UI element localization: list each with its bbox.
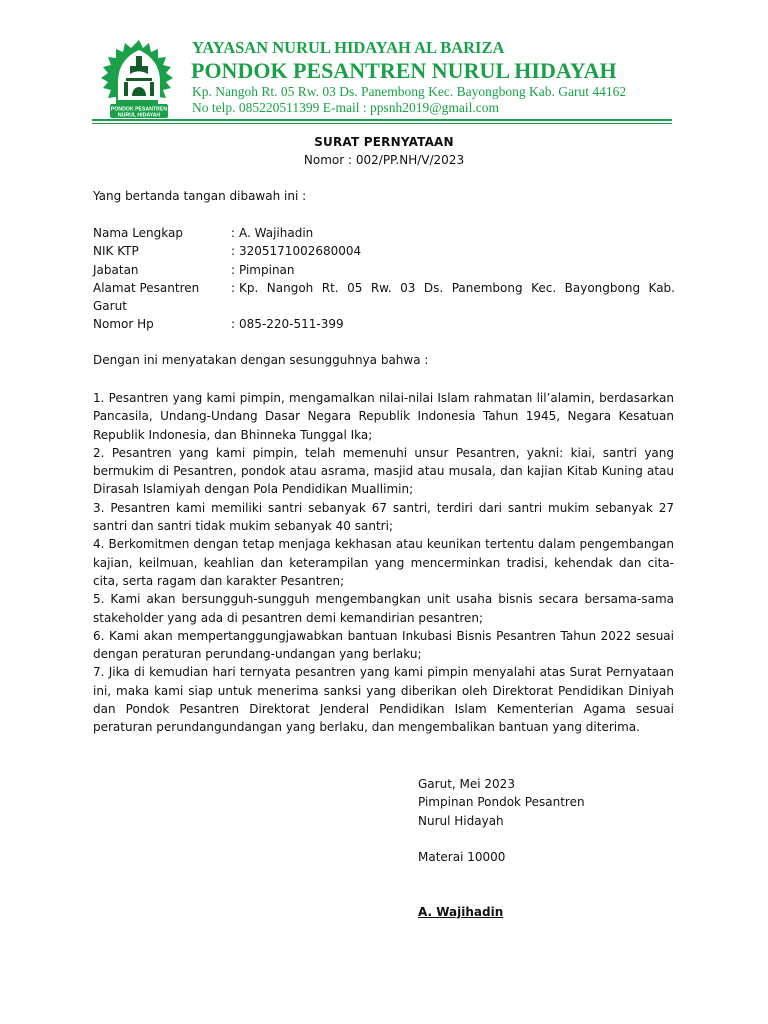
signer-institution: Nurul Hidayah <box>418 813 504 828</box>
field-colon: : <box>231 226 236 240</box>
document-number: Nomor : 002/PP.NH/V/2023 <box>303 153 465 167</box>
field-value-continuation: Garut <box>93 299 127 314</box>
document-title: SURAT PERNYATAAN <box>314 135 454 149</box>
school-contact: No telp. 085220511399 E-mail : ppsnh2019@gmail.com <box>192 100 500 115</box>
field-colon: : <box>231 317 236 332</box>
statement-point: 6. Kami akan mempertanggungjawabkan bantuan Inkubasi Bisnis Pesantren Tahun 2022 sesuai dengan peraturan perundang-undangan yang berlaku; <box>93 628 674 662</box>
field-colon: : <box>231 280 236 295</box>
field-colon: : <box>231 262 236 277</box>
field-label: Jabatan <box>93 262 139 277</box>
school-address: Kp. Nangoh Rt. 05 Rw. 03 Ds. Panembong Kec. Bayongbong Kab. Garut 44162 <box>192 84 627 99</box>
field-value: Pimpinan <box>239 262 295 277</box>
mosque-logo-icon <box>96 38 182 124</box>
field-label: Nomor Hp <box>93 317 154 332</box>
statement-point: 5. Kami akan bersungguh-sungguh mengembangkan unit usaha bisnis secara bersama-sama stakeholder yang ada di pesantren demi kemandirian pesantren; <box>93 592 674 625</box>
field-nik <box>93 242 675 260</box>
field-address <box>93 279 675 316</box>
field-position <box>93 261 675 279</box>
signer-role: Pimpinan Pondok Pesantren <box>418 795 585 810</box>
intro-text: Yang bertanda tangan dibawah ini : <box>93 189 307 203</box>
header-divider-thick <box>92 119 672 121</box>
place-date: Garut, Mei 2023 <box>418 777 515 791</box>
logo-text-line1: PONDOK PESANTREN <box>110 106 168 113</box>
field-value: Kp. Nangoh Rt. 05 Rw. 03 Ds. Panembong Kec. Bayongbong Kab. <box>239 280 675 295</box>
field-value: 3205171002680004 <box>239 244 362 259</box>
signer-name: A. Wajihadin <box>418 905 504 920</box>
field-value: 085-220-511-399 <box>239 317 344 332</box>
stamp-duty-label: Materai 10000 <box>418 850 506 865</box>
statement-point: 7. Jika di kemudian hari ternyata pesantren yang kami pimpin menyalahi atas Surat Pernyataan ini, maka kami siap untuk menerima sanksi yang diberikan oleh Direktorat Pendidikan Diniyah dan Pondok Pesantren Direktorat Jenderal Pendidikan Islam Kementerian Agama sesuai peraturan perundangundangan yang berlaku, dan mengembalikan bantuan yang diterima. <box>93 665 674 735</box>
signature-block <box>418 775 585 921</box>
letterhead <box>0 0 768 130</box>
statement-points <box>93 389 674 737</box>
identity-fields <box>93 224 675 334</box>
statement-intro: Dengan ini menyatakan dengan sesungguhnya bahwa : <box>93 353 429 367</box>
field-label: Nama Lengkap <box>93 226 183 240</box>
statement-point: 2. Pesantren yang kami pimpin, telah memenuhi unsur Pesantren, yakni: kiai, santri yang bermukim di Pesantren, pondok atau asrama, masjid atau musala, dan kajian Kitab Kuning atau Dirasah Islamiyah dengan Pola Pendidikan Muallimin; <box>93 445 674 497</box>
field-full-name <box>93 224 675 242</box>
field-value: A. Wajihadin <box>239 226 314 240</box>
header-divider-thin <box>92 123 672 124</box>
logo-text-line2: NURUL HIDAYAH <box>117 112 161 119</box>
statement-point: 1. Pesantren yang kami pimpin, mengamalkan nilai-nilai Islam rahmatan lil’alamin, berdasarkan Pancasila, Undang-Undang Dasar Negara Republik Indonesia Tahun 1945, Negara Kesatuan Republik Indonesia, dan Bhinneka Tunggal Ika; <box>93 391 674 442</box>
foundation-name: YAYASAN NURUL HIDAYAH AL BARIZA <box>192 38 505 57</box>
statement-point: 4. Berkomitmen dengan tetap menjaga kekhasan atau keunikan tertentu dalam pengembangan kajian, keilmuan, keahlian dan keterampilan yang mencerminkan tradisi, kehendak dan cita-cita, serta ragam dan karakter Pesantren; <box>93 537 674 588</box>
field-colon: : <box>231 244 236 259</box>
school-name: PONDOK PESANTREN NURUL HIDAYAH <box>191 58 617 83</box>
field-label: Alamat Pesantren <box>93 280 200 295</box>
statement-point: 3. Pesantren kami memiliki santri sebanyak 67 santri, terdiri dari santri mukim sebanyak 27 santri dan santri tidak mukim sebanyak 40 santri; <box>93 500 674 534</box>
field-phone <box>93 315 675 333</box>
field-label: NIK KTP <box>93 244 139 259</box>
